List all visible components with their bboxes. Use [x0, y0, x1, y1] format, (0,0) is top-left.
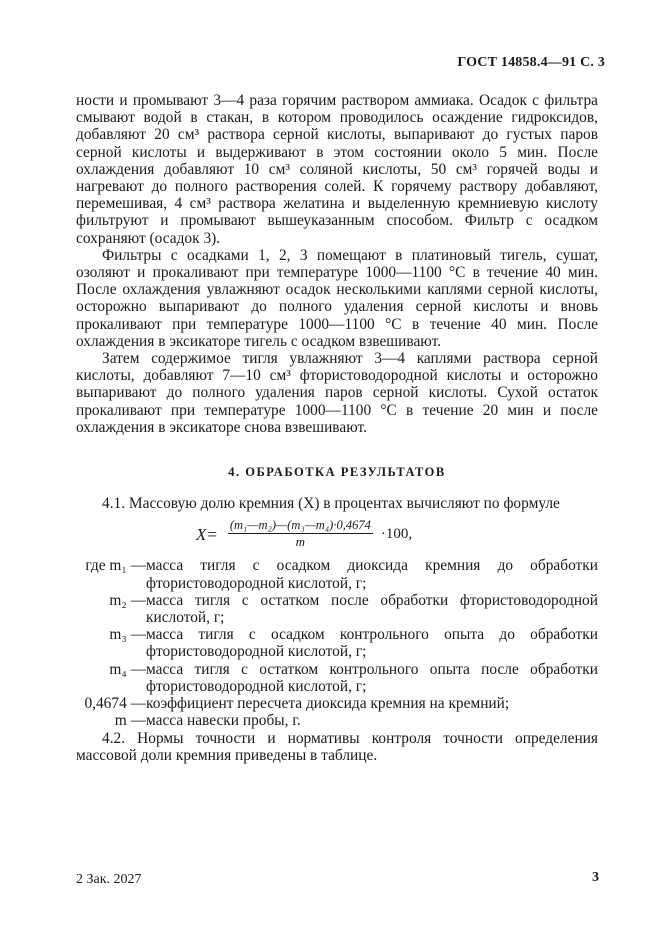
paragraph-filters: Фильтры с осадками 1, 2, 3 помещают в платиновый тигель, сушат, озоляют и прокаливают при температуре 1000—1100 °С в течение 40 мин. После охлаждения увлажняют осадок несколькими каплями серной кислоты, осторожно выпаривают до полного удаления серной кислоты и вновь прокаливают при температуре 1000—1100 °С в течение 40 мин. После охлаждения в эксикаторе тигель с осадком взвешивают.: [76, 246, 598, 350]
section-title: 4. ОБРАБОТКА РЕЗУЛЬТАТОВ: [228, 465, 446, 480]
item-4-2: 4.2. Нормы точности и нормативы контроля точности определения массовой доли кремния приведены в таблице.: [76, 729, 598, 764]
definition-text: масса навески пробы, г.: [146, 712, 301, 730]
definition-text: масса тигля с осадком контрольного опыта до обработки фтористоводородной кислотой, г;: [146, 626, 598, 661]
definition-row: [76, 592, 598, 626]
silicon-formula: [196, 515, 598, 553]
definition-row: [76, 557, 598, 591]
definition-symbol: 0,4674 —: [84, 695, 146, 713]
definition-row: [76, 695, 598, 712]
definition-symbol: где m₁ —: [85, 557, 146, 575]
definition-row: [76, 661, 598, 695]
item-4-1: 4.1. Массовую долю кремния (X) в процентах вычисляют по формуле: [102, 495, 560, 513]
definition-symbol: m₄ —: [109, 660, 146, 678]
definition-row: [76, 712, 598, 729]
definition-text: коэффициент пересчета диоксида кремния на кремний;: [146, 695, 510, 713]
definition-text: масса тигля с остатком после обработки фтористоводородной кислотой, г;: [146, 591, 598, 627]
formula-lhs: X=: [196, 524, 218, 544]
formula-fraction: [228, 518, 373, 550]
order-number: 2 Зак. 2027: [76, 872, 142, 887]
definition-symbol: m₂ —: [109, 591, 146, 609]
paragraph-residue: Затем содержимое тигля увлажняют 3—4 каплями раствора серной кислоты, добавляют 7—10 см³ фтористоводородной кислоты и осторожно выпаривают до полного удаления паров серной кислоты. Сухой остаток прокаливают при температуре 1000—1100 °С в течение 20 мин и после охлаждения в эксикаторе снова взвешивают.: [76, 350, 598, 436]
definition-symbol: m₃ —: [109, 626, 146, 644]
variable-definitions: [76, 557, 598, 729]
definition-text: масса тигля с осадком диоксида кремния до обработки фтористоводородной кислотой, г;: [146, 557, 598, 592]
formula-denominator: m: [295, 534, 306, 550]
document-header: ГОСТ 14858.4—91 С. 3: [457, 55, 605, 70]
formula-rhs: ·100,: [380, 525, 413, 542]
definition-symbol: m —: [114, 712, 146, 730]
page-number: 3: [592, 870, 599, 885]
page-body: [76, 92, 598, 764]
definition-row: [76, 626, 598, 660]
definition-text: масса тигля с остатком контрольного опыта после обработки фтористоводородной кислотой, г;: [146, 660, 598, 695]
formula-numerator: (m₁—m₂)—(m₃—m₄)·0,4674: [229, 518, 371, 533]
paragraph-continuation: ности и промывают 3—4 раза горячим раствором аммиака. Осадок с фильтра смывают водой в стакан, в котором проводилось осаждение гидроксидов, добавляют 20 см³ раствора серной кислоты, выпаривают до густых паров серной кислоты и выдерживают в этом состоянии около 5 мин. После охлаждения добавляют 10 см³ соляной кислоты, 50 см³ горячей воды и нагревают до полного растворения солей. К горячему раствору добавляют, перемешивая, 4 см³ раствора желатина и выделенную кремниевую кислоту фильтруют и промывают вышеуказанным способом. Фильтр с осадком сохраняют (осадок 3).: [76, 92, 598, 247]
